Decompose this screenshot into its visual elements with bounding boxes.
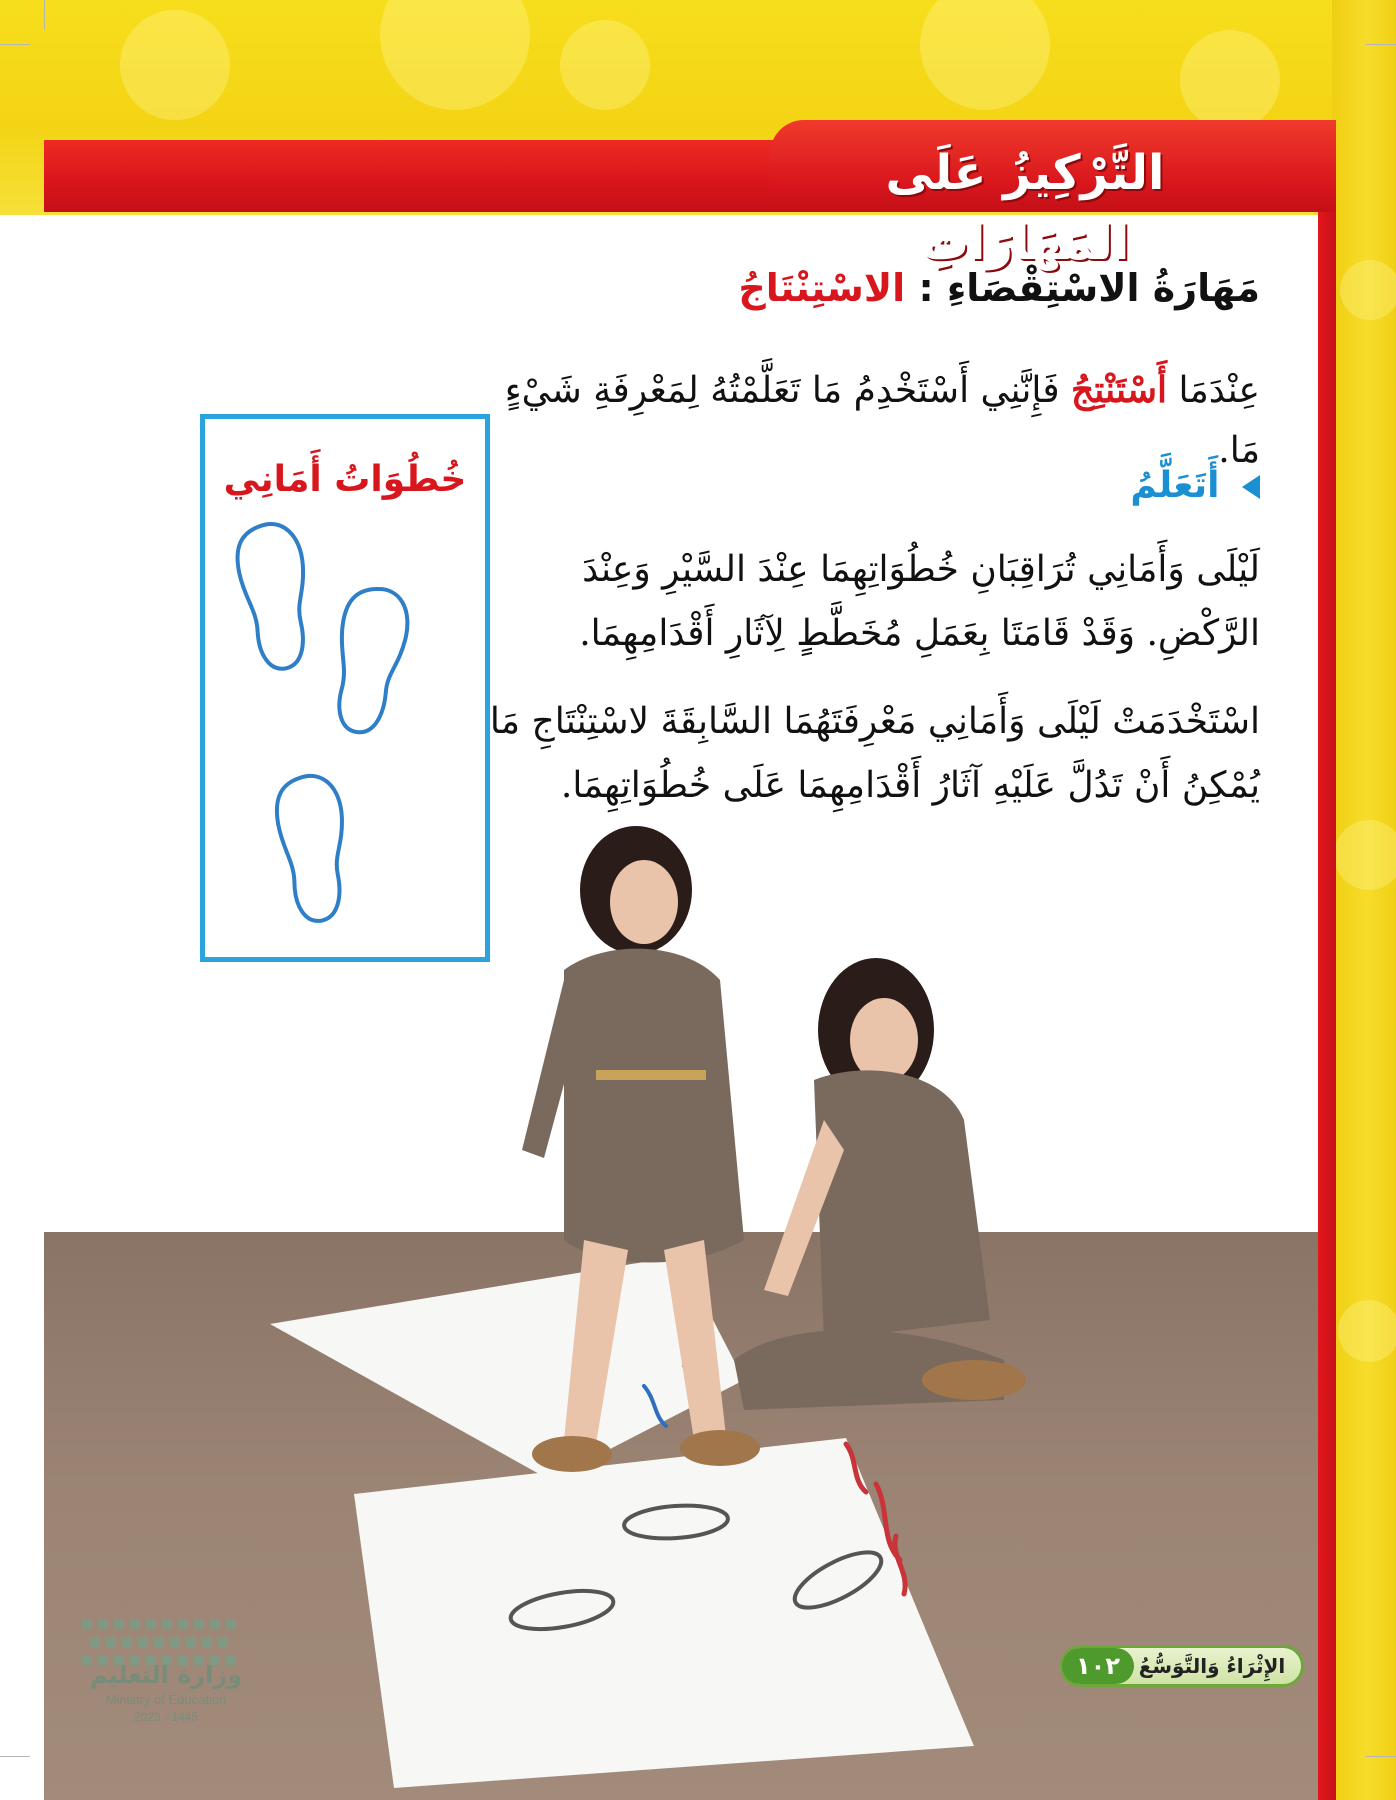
crop-mark (0, 1756, 30, 1757)
footprint-icon (233, 520, 317, 673)
ministry-year: 2023 - 1445 (133, 1710, 199, 1724)
right-red-strip (1318, 140, 1336, 1800)
footer-section-label: الإِثْرَاءُ وَالتَّوَسُّعُ (1138, 1654, 1286, 1678)
right-decorative-band (1332, 0, 1396, 1800)
footprint-icon (325, 583, 414, 737)
skill-name: الاسْتِنْتَاجُ (738, 266, 906, 310)
crop-mark (0, 44, 30, 45)
paragraph-observation: لَيْلَى وَأَمَانِي تُرَاقِبَانِ خُطُوَاتِهِمَا عِنْدَ السَّيْرِ وَعِنْدَ الرَّكْضِ. وَقَدْ قَامَتَا بِعَمَلِ مُخَطَّطٍ لِآثَارِ أَقْدَامِهِمَا. (579, 549, 1260, 654)
definition-rest: فَإِنَّنِي أَسْتَخْدِمُ مَا تَعَلَّمْتُهُ لِمَعْرِفَةِ شَيْءٍ مَا. (504, 370, 1260, 471)
crop-mark (44, 0, 45, 30)
definition-keyword: أَسْتَنْتِجُ (1071, 369, 1168, 411)
definition-prefix: عِنْدَمَا (1178, 370, 1260, 411)
crop-mark (1366, 44, 1396, 45)
page-number: ١٠٢ (1062, 1648, 1134, 1684)
ministry-name-en: Ministry of Education (105, 1692, 227, 1707)
skill-label: مَهَارَةُ الاسْتِقْصَاءِ : (918, 266, 1260, 310)
triangle-arrow-icon (1242, 475, 1260, 499)
paragraph-inference: اسْتَخْدَمَتْ لَيْلَى وَأَمَانِي مَعْرِفَتَهُمَا السَّابِقَةَ لاسْتِنْتَاجِ مَا يُمْكِنُ أَنْ تَدُلَّ عَلَيْهِ آثَارُ أَقْدَامِهِمَا عَلَى خُطُوَاتِهِمَا. (489, 701, 1260, 806)
card-title: خُطُوَاتُ أَمَانِي (223, 459, 467, 500)
learn-heading-text: أَتَعَلَّمُ (1130, 465, 1220, 506)
crop-mark (1366, 1756, 1396, 1757)
definition-sentence (480, 360, 1260, 471)
page-title: التَّرْكِيزُ عَلَى المَهَارَاتِ (885, 145, 1165, 271)
skill-heading (500, 258, 1260, 318)
sitting-girl (734, 958, 1026, 1410)
learn-heading (1000, 458, 1260, 514)
ministry-name-ar: وزارة التعليم (89, 1661, 243, 1689)
